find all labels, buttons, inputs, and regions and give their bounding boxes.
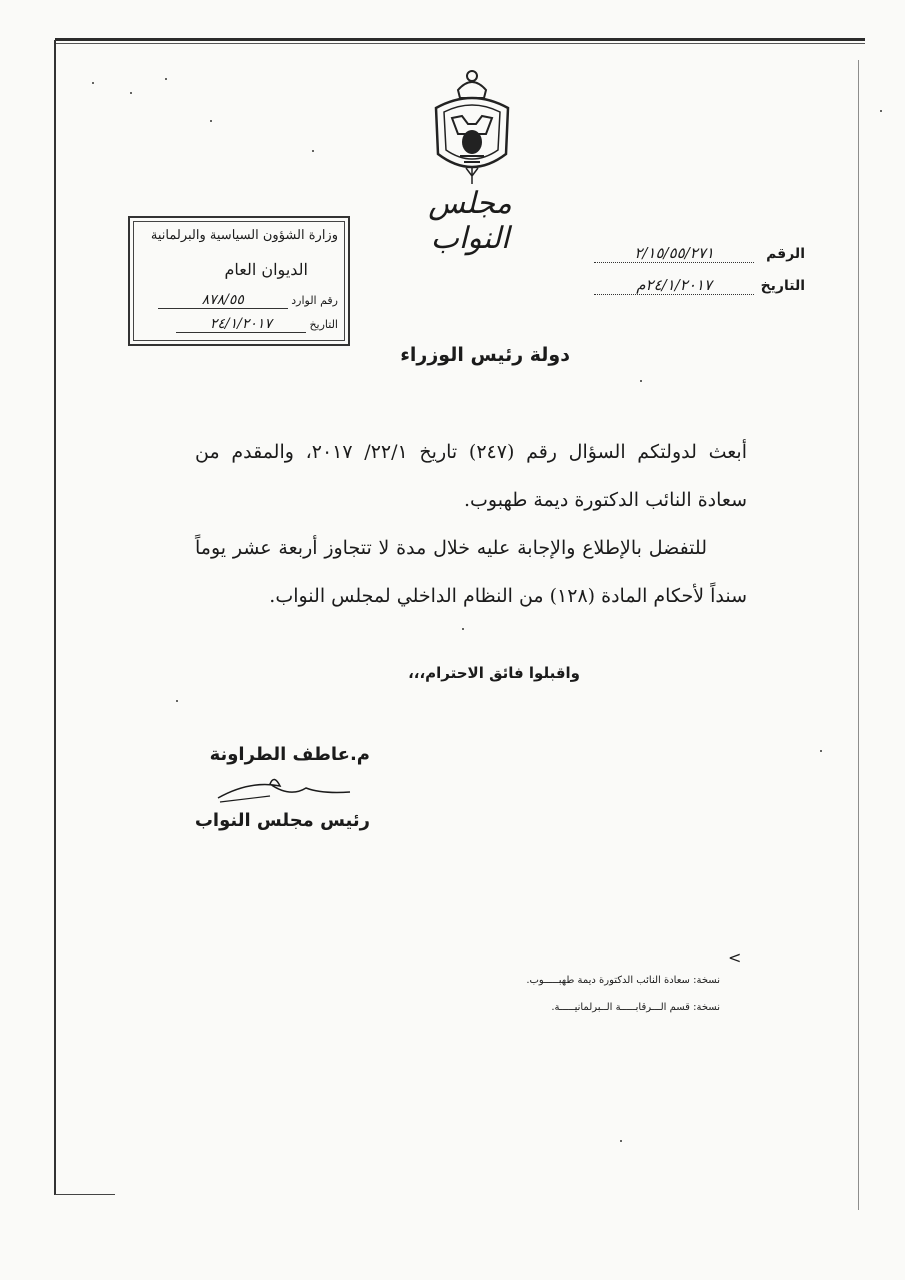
ref-number-value: ٢/١٥/٥٥/٢٧١	[594, 244, 754, 263]
ref-number-label: الرقم	[766, 246, 805, 262]
scan-speck	[312, 150, 314, 152]
left-border	[54, 40, 56, 1195]
top-border-inner	[55, 43, 865, 44]
stamp-dept: الديوان العام	[224, 260, 308, 279]
reference-date-row	[585, 276, 805, 295]
ref-date-label: التاريخ	[760, 278, 805, 294]
body-paragraph-2: للتفضل بالإطلاع والإجابة عليه خلال مدة لا تتجاوز أربعة عشر يوماً سنداً لأحكام المادة (١٢٨) من النظام الداخلي لمجلس النواب.	[195, 537, 747, 607]
scan-speck	[176, 700, 178, 702]
scan-speck	[640, 380, 642, 382]
check-mark: <	[728, 948, 742, 967]
coat-of-arms-icon	[428, 68, 516, 186]
bottom-border	[55, 1194, 115, 1195]
closing-line: واقبلوا فائق الاحترام،،،	[408, 664, 580, 682]
signatory-name: م.عاطف الطراونة	[209, 744, 370, 765]
right-border	[858, 60, 859, 1210]
copy-line-1: نسخة: سعادة النائب الدكتورة ديمة طهبـــــوب.	[526, 975, 720, 986]
scan-speck	[820, 750, 822, 752]
stamp-incoming-value: ٨٧٨/٥٥	[158, 292, 288, 309]
letter-body	[195, 428, 747, 620]
scan-speck	[880, 110, 882, 112]
parliament-title: مجلس النواب	[428, 186, 512, 256]
stamp-date-row	[138, 316, 338, 333]
stamp-incoming-row	[138, 292, 338, 309]
stamp-date-label: التاريخ	[309, 318, 338, 331]
ref-date-value: ٢٤/١/٢٠١٧م	[594, 276, 754, 295]
top-border	[55, 38, 865, 41]
scan-speck	[92, 82, 94, 84]
scan-speck	[210, 120, 212, 122]
reference-number-row	[585, 244, 805, 263]
stamp-ministry: وزارة الشؤون السياسية والبرلمانية	[150, 228, 338, 243]
scan-speck	[130, 92, 132, 94]
scan-speck	[462, 628, 464, 630]
addressee: دولة رئيس الوزراء	[400, 344, 570, 366]
stamp-date-value: ٢٤/١/٢٠١٧	[176, 316, 306, 333]
copy-line-2: نسخة: قسم الـــرقابـــــة الــبرلمانيـــــة.	[551, 1002, 720, 1013]
stamp-incoming-label: رقم الوارد	[291, 294, 338, 307]
scan-speck	[620, 1140, 622, 1142]
scan-speck	[165, 78, 167, 80]
incoming-stamp	[128, 216, 350, 346]
signatory-title: رئيس مجلس النواب	[194, 810, 370, 831]
signature-mark	[210, 772, 360, 812]
body-paragraph-1: أبعث لدولتكم السؤال رقم (٢٤٧) تاريخ ٢٢/١/ ٢٠١٧، والمقدم من سعادة النائب الدكتورة ديمة طهبوب.	[195, 441, 747, 511]
